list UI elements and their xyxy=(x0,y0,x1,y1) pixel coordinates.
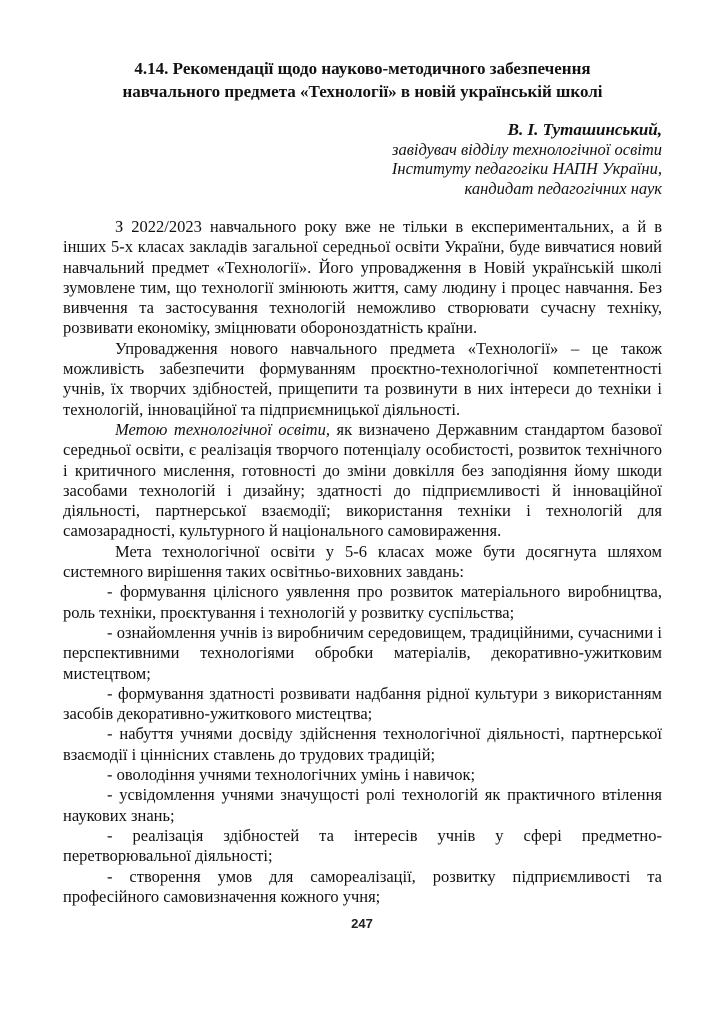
list-item: - ознайомлення учнів із виробничим середовищем, традиційними, сучасними і перспективними технологіями обробки матеріалів, декоративно-ужитковим мистецтвом; xyxy=(63,622,662,683)
list-item: - реалізація здібностей та інтересів учнів у сфері предметно-перетворювальної діяльності; xyxy=(63,825,662,866)
paragraph-intro: З 2022/2023 навчального року вже не тільки в експериментальних, а й в інших 5-х класах закладів загальної середньої освіти України, буде вивчатися новий навчальний предмет «Технології». Його упровадження в Новій українській школі зумовлене тим, що технології змінюють життя, саму людину і процес навчання. Без вивчення та застосування технологій неможливо створювати сучасну техніку, розвивати економіку, зміцнювати обороноздатність країни. xyxy=(63,217,662,338)
section-title xyxy=(63,57,662,103)
author-name: В. І. Туташинський, xyxy=(507,120,662,139)
list-item: - набуття учнями досвіду здійснення технологічної діяльності, партнерської взаємодії і ціннісних ставлень до трудових традицій; xyxy=(63,724,662,764)
page-content xyxy=(63,57,662,907)
section-title-line-2: навчального предмета «Технології» в новій українській школі xyxy=(122,82,603,101)
page-number: 247 xyxy=(351,916,373,931)
author-block xyxy=(63,120,662,198)
paragraph-tasks-intro: Мета технологічної освіти у 5-6 класах може бути досягнута шляхом системного вирішення таких освітньо-виховних завдань: xyxy=(63,541,662,582)
section-title-line-1: 4.14. Рекомендації щодо науково-методичного забезпечення xyxy=(134,59,591,78)
list-item: - створення умов для самореалізації, розвитку підприємливості та професійного самовизначення кожного учня; xyxy=(63,866,662,906)
author-role-3: кандидат педагогічних наук xyxy=(464,178,662,198)
list-item: - формування цілісного уявлення про розвиток матеріального виробництва, роль техніки, проєктування і технологій у розвитку суспільства; xyxy=(63,582,662,622)
paragraph-implementation: Упровадження нового навчального предмета «Технології» – це також можливість забезпечити формуванням проєктно-технологічної компетентності учнів, їх творчих здібностей, прищепити та розвинути в них інтереси до техніки і технологій, інноваційної та підприємницької діяльності. xyxy=(63,338,662,419)
list-item: - оволодіння учнями технологічних умінь і навичок; xyxy=(107,765,476,785)
author-role-2: Інституту педагогіки НАПН України, xyxy=(391,159,662,178)
author-role-1: завідувач відділу технологічної освіти xyxy=(392,139,662,159)
paragraph-goal-lead: Метою технологічної освіти, xyxy=(115,419,330,439)
list-item: - формування здатності розвивати надбання рідної культури з використанням засобів декоративно-ужиткового мистецтва; xyxy=(63,683,662,724)
paragraph-goal xyxy=(63,420,662,542)
document-body xyxy=(63,217,662,907)
paragraph-goal-rest: як визначено Державним стандартом базової середньої освіти, є реалізація творчого потенціалу особистості, розвиток технічного і критичного мислення, готовності до зміни довкілля без заподіяння йому шкоди засобами технологій і дизайну; здатності до підприємливості й інноваційної діяльності, партнерської взаємодії; використання техніки і технологій для самозарадності, культурного й національного самовираження. xyxy=(63,419,662,541)
list-item: - усвідомлення учнями значущості ролі технологій як практичного втілення наукових знань; xyxy=(63,785,662,825)
